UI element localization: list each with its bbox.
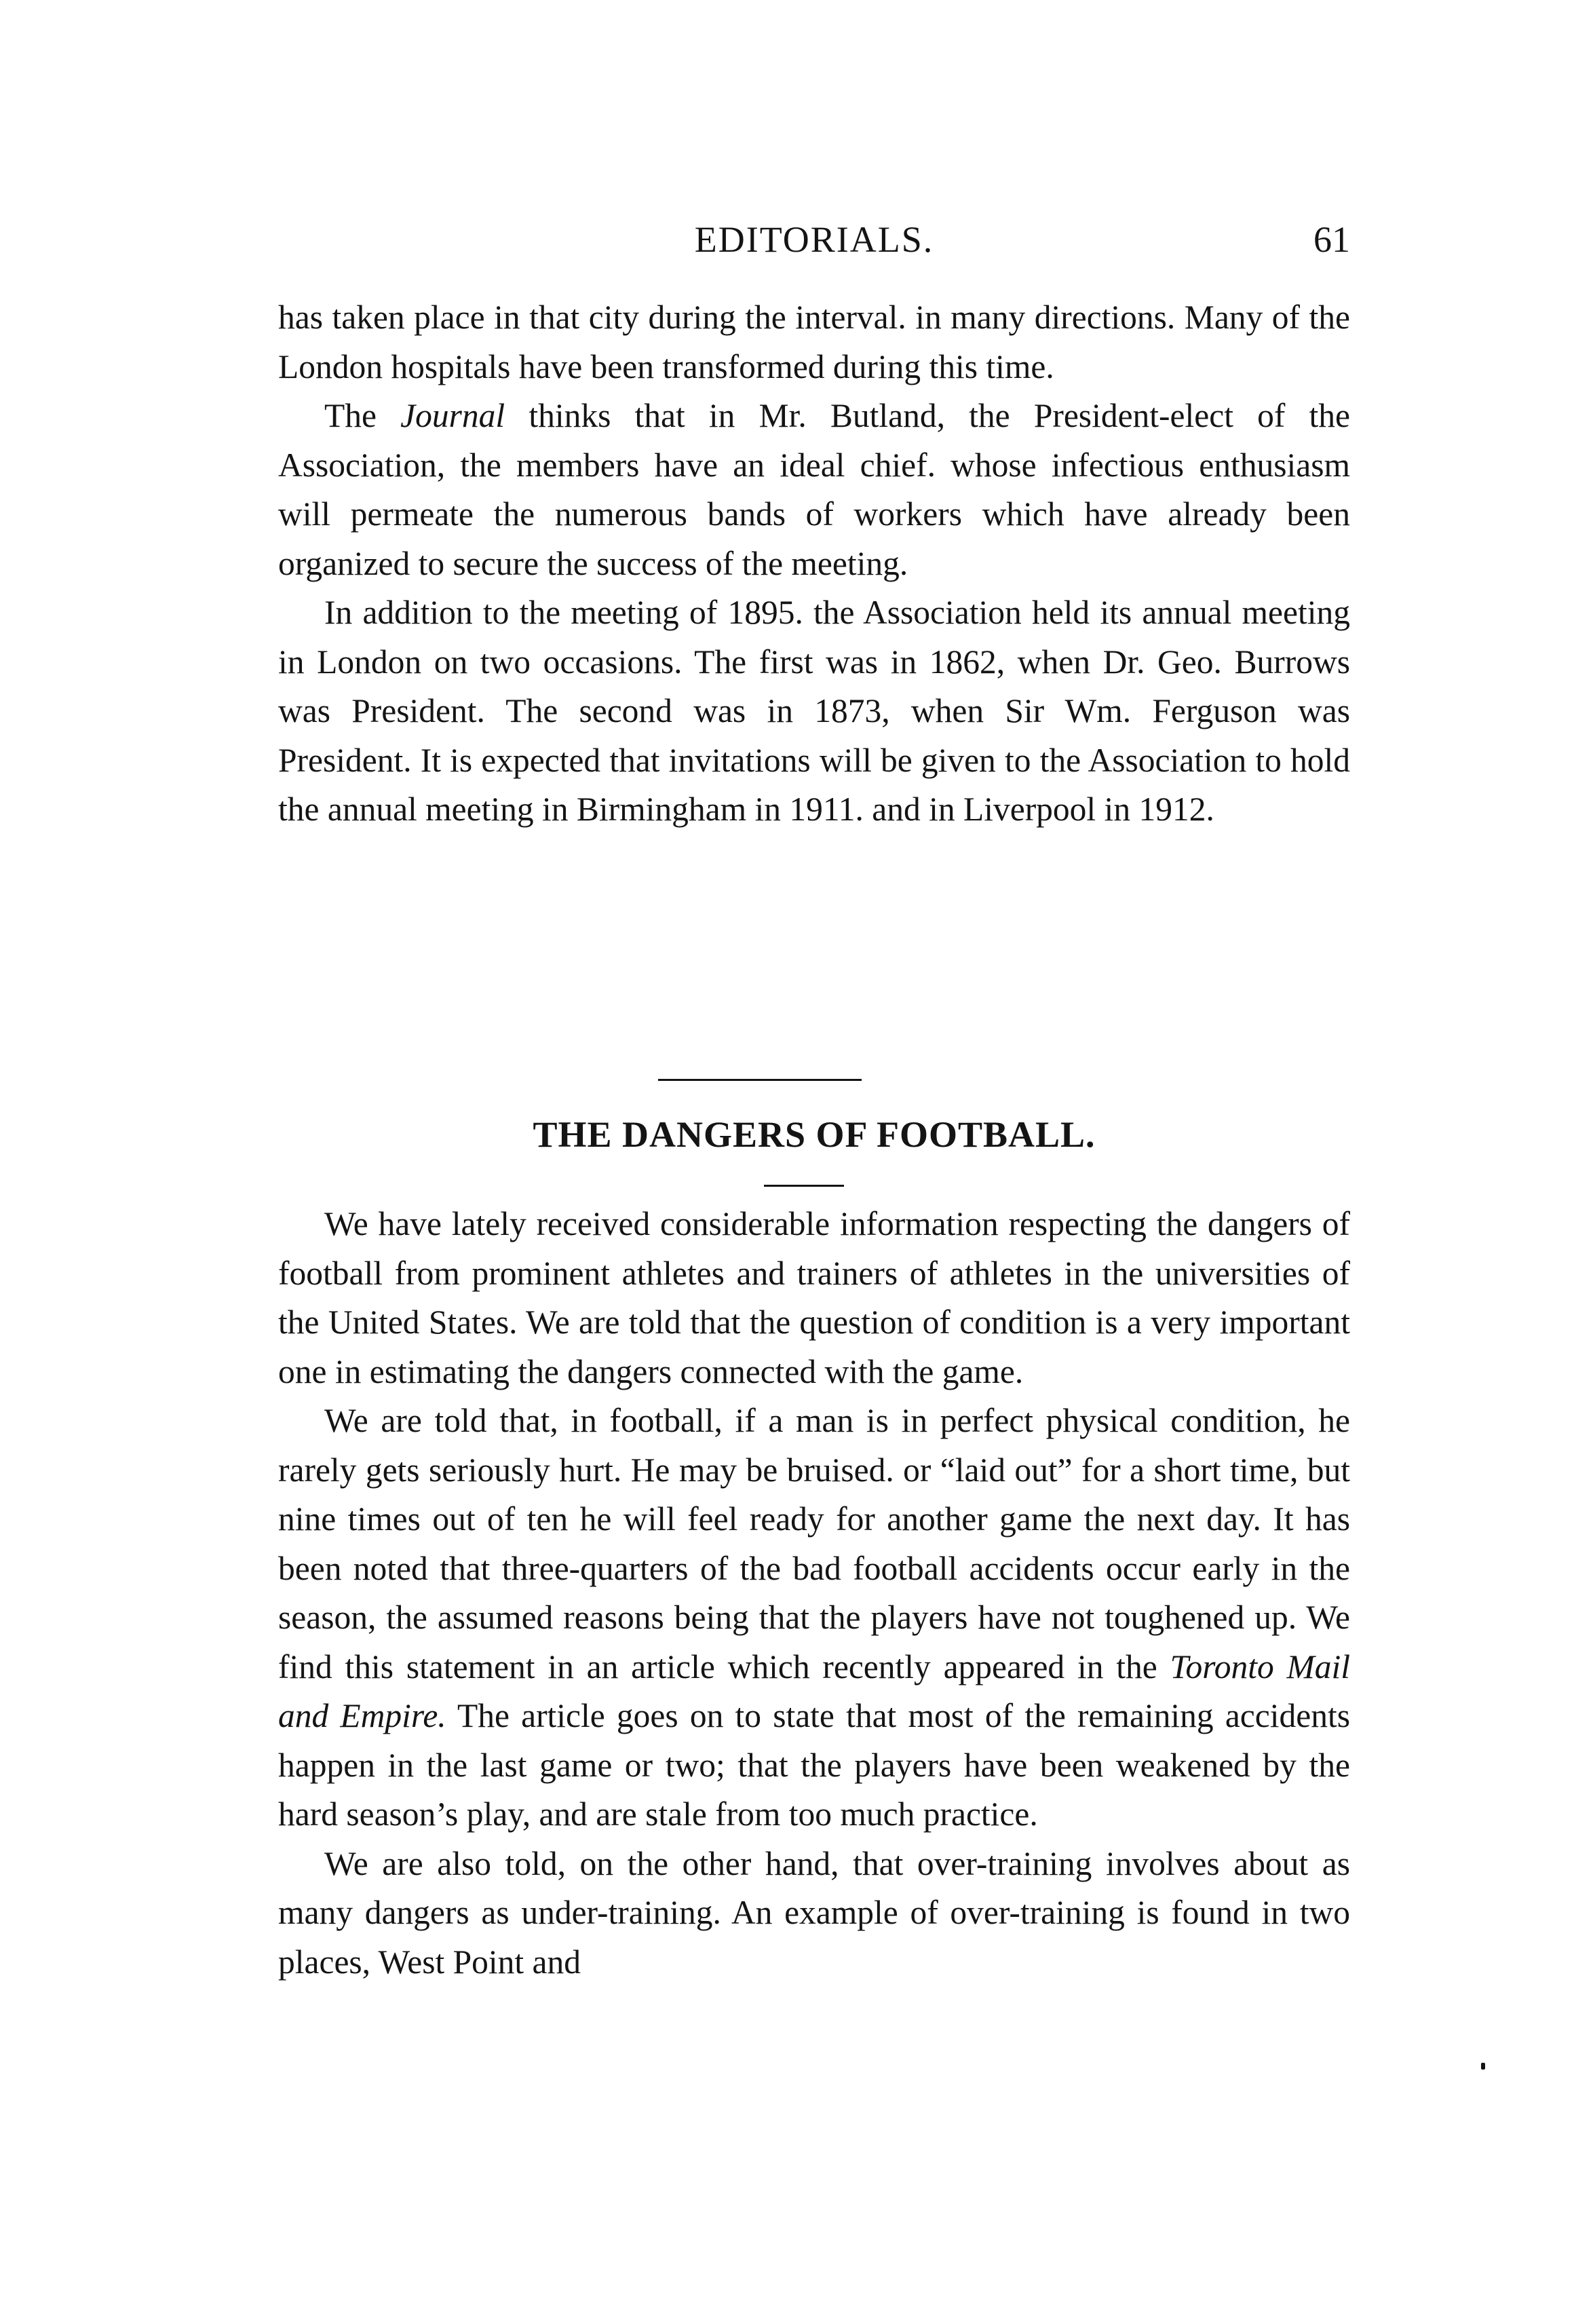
paragraph <box>278 1396 1350 1840</box>
print-speck <box>1481 2063 1485 2070</box>
italic-text: Toronto Mail and Empire. <box>278 1647 1350 1734</box>
italic-text: Journal <box>400 397 505 434</box>
section-title: THE DANGERS OF FOOTBALL. <box>533 1114 1096 1155</box>
paragraph: In addition to the meeting of 1895. the Association held its annual meeting in London on two occasions. The first was in 1862, when Dr. Geo. Burrows was President. The second was in 1873, when Sir Wm. Ferguson was President. It is expected that invitations will be given to the Association to hold the annual meeting in Birmingham in 1911. and in Liverpool in 1912. <box>278 594 1350 828</box>
page-number: 61 <box>1313 219 1350 260</box>
page-header <box>278 216 1350 263</box>
editorial-continuation <box>278 293 1350 835</box>
text-run: We are told that, in football, if a man is in perfect physical condition, he rarely gets seriously hurt. He may be bruised. or “laid out” for a short time, but nine times out of ten he will feel ready for another game the next day. It has been noted that three-quarters of the bad football accidents occur early in the season, the assumed reasons being that the players have not toughened up. We find this statement in an article which recently appeared in the <box>278 1402 1350 1685</box>
paragraph: We are also told, on the other hand, that over-training involves about as many dangers as under-training. An example of over-training is found in two places, West Point and <box>278 1844 1350 1981</box>
football-article-body <box>278 1200 1350 1987</box>
paragraph <box>278 392 1350 588</box>
section-divider-rule <box>658 1079 862 1081</box>
text-run: The article goes on to state that most of the remaining accidents happen in the last game or two; that the players have been weakened by the hard season’s play, and are stale from too much practice. <box>278 1697 1350 1833</box>
text-run: thinks that in Mr. Butland, the President-elect of the Association, the members have an ideal chief. whose infectious enthusiasm will permeate the numerous bands of workers which have already been organized to secure the success of the meeting. <box>278 397 1350 582</box>
title-underline-rule <box>764 1185 844 1187</box>
paragraph: has taken place in that city during the interval. in many directions. Many of the London hospitals have been transformed during this time. <box>278 299 1350 385</box>
paragraph: We have lately received considerable information respecting the dangers of football from prominent athletes and trainers of athletes in the universities of the United States. We are told that the question of condition is a very important one in estimating the dangers connected with the game. <box>278 1205 1350 1390</box>
text-run: The <box>324 397 401 434</box>
running-head: EDITORIALS. <box>694 219 934 260</box>
